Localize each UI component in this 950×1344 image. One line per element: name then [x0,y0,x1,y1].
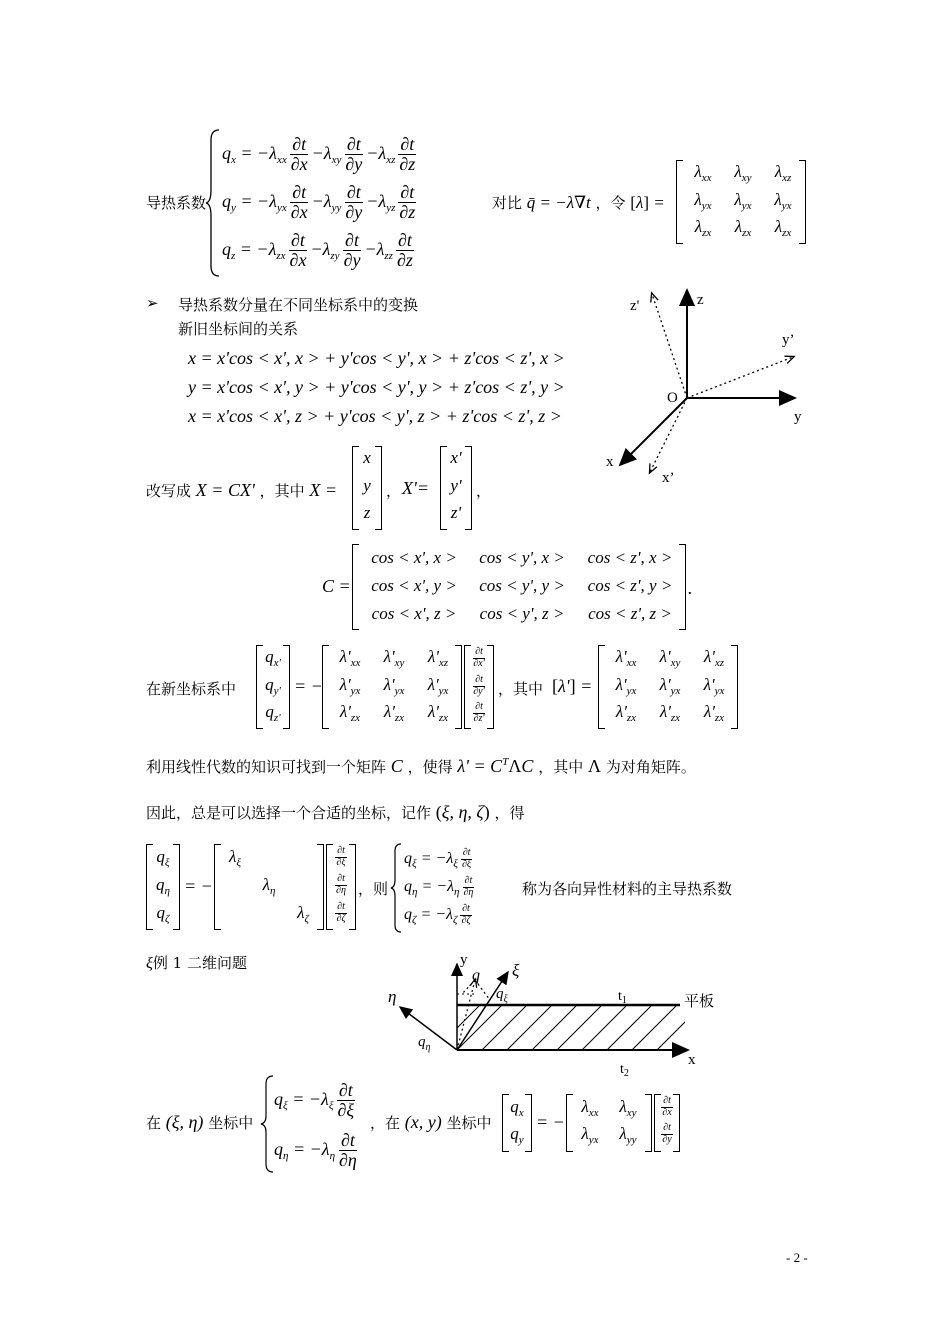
q-prime-sub-2: z' [273,712,281,724]
lambda-matrix: $\lambda_{xx}$ $\lambda_{xy}$ $\lambda_{xz}$ $\lambda_{yx}$ $\lambda_{yx}$ $\lambda_{yx}$ $\lambda_{zx}$ $\lambda_{zx}$ $\lambda_{zx}$ [676,160,806,244]
label-z-prime: z' [630,298,640,314]
label-z: z [697,292,704,308]
lambda-diagonal-matrix: $\lambda_\xi$ $\lambda_\eta$ $\lambda_\zeta$ [214,844,324,930]
plate-label-t1: $t_1$ [618,989,627,1006]
C-cell-1-2: cos < z', y > [587,576,673,595]
y-prime-axis [687,357,793,398]
la-Lambda: Λ [587,756,602,776]
q-vector [457,980,475,1050]
example-label-text: 例 1 二维问题 [152,954,247,972]
vector-Xp-0: x' [450,448,462,467]
example-xi-symbol: ξ [146,955,153,972]
plate-figure [380,950,720,1080]
flux-equation-y: $q_y = -\lambda_{yx}$ $\frac{\partial t}{\partial x}$ $-\lambda_{yy}$ $\frac{\partial t}{\partial y}$ $-\lambda_{yz}$ $\frac{\partial t}{\partial z}$ [222,182,416,223]
principal-eq-xi: $q_\xi = -\lambda_\xi$ $\frac{\partial t}{\partial\xi}$ [404,847,472,870]
example-label [146,952,247,973]
flux-equation-x: $q_x = -\lambda_{xx}$ $\frac{\partial t}{\partial x}$ $-\lambda_{xy}$ $\frac{\partial t}{\partial y}$ $-\lambda_{xz}$ $\frac{\partial t}{\partial z}$ [222,134,416,175]
plate-label-t2: $t_2$ [620,1062,629,1079]
C-cell-2-2: cos < z', z > [588,604,672,623]
vector-X-1: y [363,476,371,495]
C-cell-2-0: cos < x', z > [371,604,457,623]
plate-label-q-xi: $q_\xi$ [496,986,508,1005]
deriv-prime-vector: $\frac{\partial t}{\partial x'}$ $\frac{\partial t}{\partial y'}$ $\frac{\partial t}{\partial z'}$ [464,645,494,729]
principal-then: ，则 [358,880,389,898]
deriv-xy-vector: $\frac{\partial t}{\partial x}$ $\frac{\partial t}{\partial y}$ [654,1094,680,1152]
q-prime-sub-1: y' [273,685,281,697]
C-cell-2-1: cos < y', z > [479,604,565,623]
plate-label-y: y [460,952,468,968]
label-y: y [794,409,802,425]
bullet-subtitle: 新旧坐标间的关系 [178,320,299,338]
vector-X-2: z [363,503,371,522]
principal-eq-zeta: $q_\zeta = -\lambda_\zeta$ $\frac{\partial t}{\partial\zeta}$ [404,903,471,926]
q-prime-sub-0: x' [273,657,281,669]
plate-label-q-eta: $q_\eta$ [418,1034,431,1053]
therefore-text-1: 因此，总是可以选择一个合适的坐标，记作 [146,804,432,822]
label-origin: O [667,390,678,406]
rewrite-prefix: 改写成 [146,482,192,500]
principal-caption: 称为各向异性材料的主导热系数 [522,880,733,898]
la-C: C [390,756,403,776]
new-coords-prefix: 在新坐标系中 [146,680,237,698]
lambda-xy-matrix: $\lambda_{xx}$ $\lambda_{xy}$ $\lambda_{yx}$ $\lambda_{yy}$ [566,1094,652,1152]
compare-suffix: ，令 [595,194,626,212]
label-x-prime: x’ [662,470,675,486]
plate-label-x: x [688,1052,696,1068]
principal-eq-eta: $q_\eta = -\lambda_\eta$ $\frac{\partial t}{\partial\eta}$ [404,875,474,898]
final-eq-eta: $q_\eta = -\lambda_\eta$ $\frac{\partial t}{\partial\eta}$ [274,1130,357,1171]
la-text-4: 为对角矩阵。 [605,758,696,776]
la-text-3: ，其中 [538,758,584,776]
x-prime-axis [650,398,687,472]
la-equation: $\lambda' = C^T\Lambda C$ [457,756,534,776]
compare-text [492,192,665,213]
bullet-title: 导热系数分量在不同坐标系中的变换 [178,296,419,314]
C-symbol: C = [322,576,351,596]
linear-algebra-line [146,756,696,777]
rewrite-equation: X = CX' [195,480,255,500]
vector-X [352,446,382,530]
rewrite-line [146,480,337,501]
rewrite-Xp-symbol: X'= [402,478,429,498]
C-cell-0-2: cos < z', x > [587,548,673,567]
principal-brace [390,842,404,934]
la-text-1: 利用线性代数的知识可找到一个矩阵 [146,758,387,776]
final-prefix-line [146,1112,253,1133]
lambda-prime-matrix: $\lambda'_{xx}$ $\lambda'_{xy}$ $\lambda'_{xz}$ $\lambda'_{yx}$ $\lambda'_{yx}$ $\lambda'_{yx}$ $\lambda'_{zx}$ $\lambda'_{zx}$ $\lambda'_{zx}$ [322,645,462,729]
label-y-prime: y’ [782,332,795,348]
final-mid2: ，在 [370,1114,401,1132]
label-heat-conductivity: 导热系数 [146,194,207,212]
q-prime-vector: $q_{x'}$ $q_{y'}$ $q_{z'}$ [256,645,290,729]
equals-minus: = − [294,676,323,696]
rewrite-X-symbol: X = [309,480,338,500]
final-mid1: 坐标中 [208,1114,254,1132]
lambda-prime-symbol: [λ'] = [552,676,593,696]
plate-hatching [435,1005,702,1050]
z-prime-axis [652,294,687,398]
final-eq-xi: $q_\xi = -\lambda_\xi$ $\frac{\partial t}{\partial\xi}$ [274,1080,355,1121]
lambda-bracket-symbol: [λ] = [630,193,665,212]
C-cell-0-0: cos < x', x > [371,548,457,567]
rewrite-middle: ，其中 [259,482,305,500]
flux-equations-brace [205,128,223,278]
page-number: - 2 - [786,1250,808,1265]
C-cell-0-1: cos < y', x > [479,548,565,567]
label-x: x [606,454,614,470]
relation-2: y = x'cos < x', y > + y'cos < y', y > + z'cos < z', y > [188,377,565,397]
final-mid-line [370,1112,492,1133]
plate-label-eta: η [388,987,397,1006]
q-xy-vector: $q_x$ $q_y$ [502,1094,532,1152]
final-coord2: (x, y) [404,1112,442,1132]
new-coords-middle: ，其中 [498,680,544,698]
C-cell-1-0: cos < x', y > [371,576,457,595]
final-equals-minus: = − [536,1112,565,1132]
q-principal-vector: $q_\xi$ $q_\eta$ $q_\zeta$ [146,844,180,930]
vector-X-prime [440,446,472,530]
plate-label-plate: 平板 [684,994,715,1010]
flux-equation-z: $q_z = -\lambda_{zx}$ $\frac{\partial t}{\partial x}$ $-\lambda_{zy}$ $\frac{\partial t}{\partial y}$ $-\lambda_{zz}$ $\frac{\partial t}{\partial z}$ [222,230,413,271]
principal-equals-minus: = − [184,876,213,896]
bullet-arrow-icon: ➢ [146,294,159,312]
relation-3: x = x'cos < x', z > + y'cos < y', z > + z'cos < z', z > [188,406,562,426]
final-prefix: 在 [146,1114,162,1132]
vector-Xp-2: z' [450,503,462,522]
vector-Xp-1: y' [450,476,462,495]
therefore-text-2: ，得 [494,804,525,822]
C-matrix [352,544,686,630]
la-text-2: ，使得 [407,758,453,776]
x-axis [620,398,687,465]
C-period: . [688,578,693,598]
final-coord1: (ξ, η) [165,1112,204,1132]
fourier-law: q̄ = −λ∇t [526,193,591,212]
vector-X-0: x [363,448,371,467]
relation-1: x = x'cos < x', x > + y'cos < y', x > + z'cos < z', x > [188,348,565,368]
compare-prefix: 对比 [492,194,523,212]
therefore-line [146,802,525,823]
plate-label-xi: ξ [512,961,520,980]
therefore-coords: (ξ, η, ζ) [435,802,490,822]
final-mid3: 坐标中 [446,1114,492,1132]
rewrite-separator: ， [386,482,402,500]
plate-label-q: q [472,967,480,984]
deriv-principal-vector: $\frac{\partial t}{\partial\xi}$ $\frac{\partial t}{\partial\eta}$ $\frac{\partial t}{\partial\zeta}$ [326,844,356,930]
xi-axis [457,972,508,1050]
C-cell-1-1: cos < y', y > [479,576,565,595]
coordinate-axes-figure [600,280,830,490]
rewrite-tail: ， [476,482,492,500]
lambda-prime-matrix-2: $\lambda'_{xx}$ $\lambda'_{xy}$ $\lambda'_{xz}$ $\lambda'_{yx}$ $\lambda'_{yx}$ $\lambda'_{yx}$ $\lambda'_{zx}$ $\lambda'_{zx}$ $\lambda'_{zx}$ [598,645,738,729]
